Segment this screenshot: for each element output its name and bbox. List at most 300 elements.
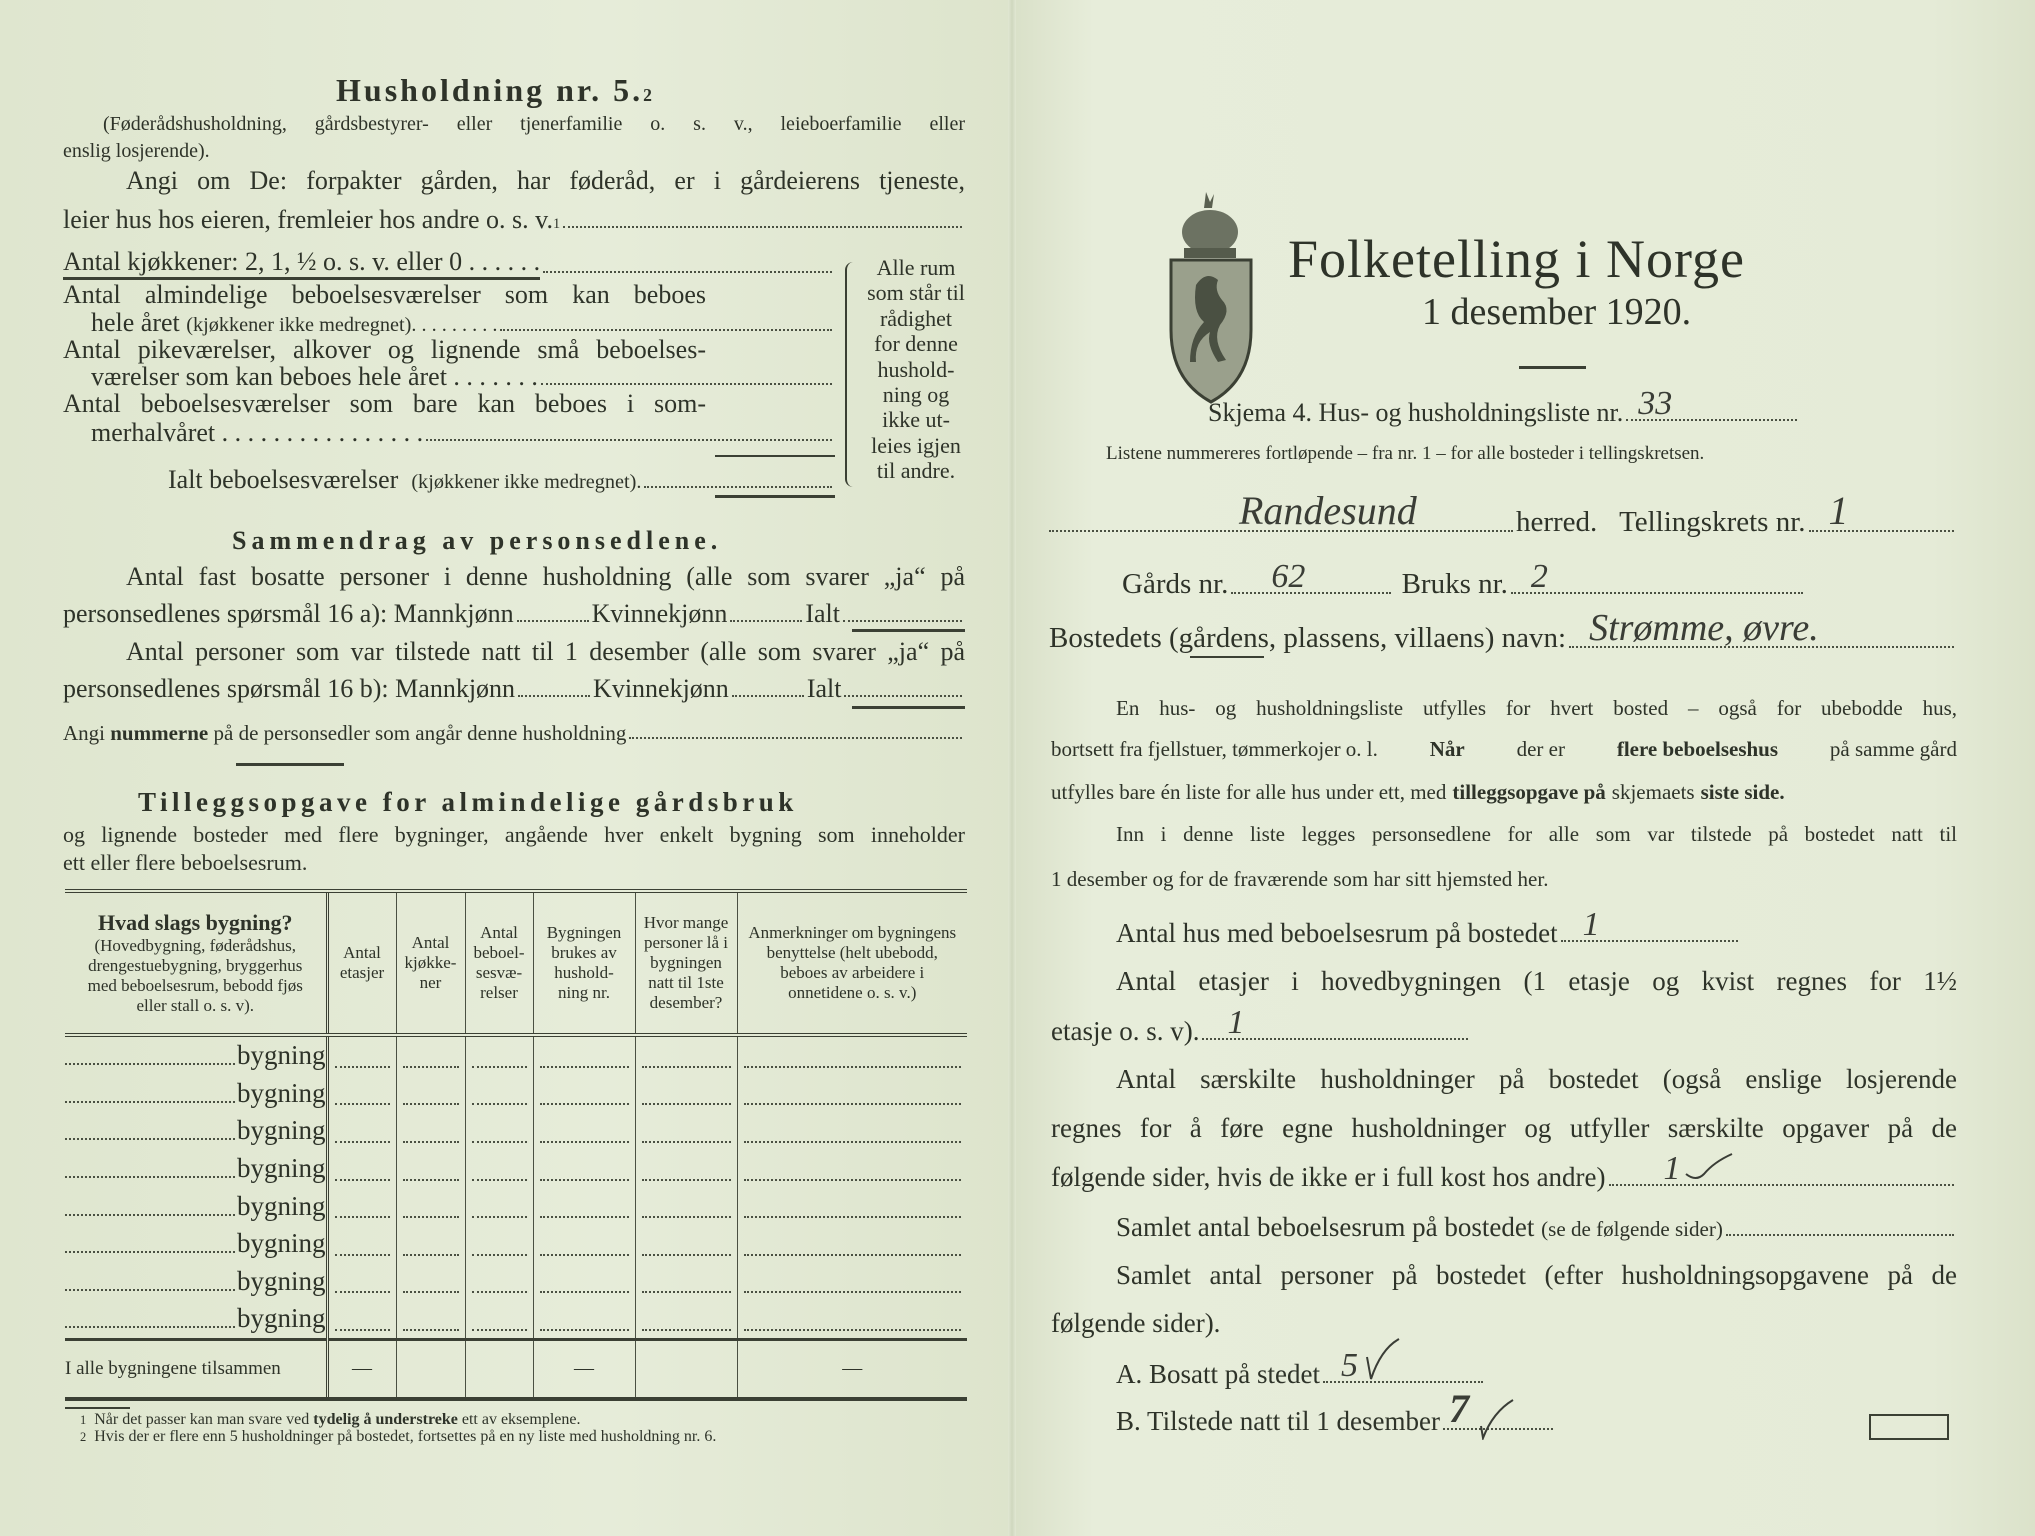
numbers-field[interactable] xyxy=(629,737,962,739)
rooms-cell[interactable] xyxy=(465,1075,533,1113)
table-row xyxy=(65,1187,967,1225)
rooms-blank[interactable] xyxy=(472,1216,527,1218)
kitchens-blank[interactable] xyxy=(403,1291,459,1293)
remarks-blank[interactable] xyxy=(744,1066,962,1068)
check-mark-icon xyxy=(1475,1396,1519,1440)
section-divider xyxy=(236,763,344,766)
brace-note-line: Alle rum xyxy=(876,255,956,280)
instr-bold: Når xyxy=(1429,737,1465,761)
ordinary-rooms-line-2: hele året xyxy=(91,308,180,337)
rooms-cell[interactable] xyxy=(465,1187,533,1225)
kitchens-blank[interactable] xyxy=(403,1216,459,1218)
ordinary-rooms-field[interactable] xyxy=(500,329,832,331)
persons-cell[interactable] xyxy=(635,1187,737,1225)
summary-a-rule xyxy=(852,629,965,632)
col-building-type-sub: (Hovedbygning, føderådshus, drengestuebygning, bryggerhus med beboelsesrum, bebodd fjøs eller stall o. s. v). xyxy=(87,936,303,1015)
footnote-1 xyxy=(80,1411,580,1429)
instr-text: bortsett fra fjellstuer, tømmerkojer o. l. xyxy=(1051,737,1378,761)
total-rooms-row xyxy=(168,465,835,495)
floors-cell[interactable] xyxy=(327,1225,396,1263)
kitchens-blank[interactable] xyxy=(403,1103,459,1105)
numbers-label: på de personsedler som angår denne husholdning xyxy=(213,721,627,745)
summary-a-male-field[interactable] xyxy=(517,620,589,622)
footnote-ref: 2 xyxy=(643,85,655,105)
rooms-field[interactable] xyxy=(1726,1234,1954,1236)
present-label: B. Tilstede natt til 1 desember xyxy=(1116,1406,1440,1436)
supplement-line-1: og lignende bosteder med flere bygninger, angående hver enkelt bygning som inneholder xyxy=(63,822,965,847)
schema-label: Skjema 4. Hus- og husholdningsliste nr. xyxy=(1208,398,1624,427)
rooms-cell[interactable] xyxy=(465,1300,533,1339)
building-type-blank[interactable] xyxy=(65,1251,235,1253)
remarks-blank[interactable] xyxy=(744,1216,962,1218)
building-type-cell[interactable] xyxy=(65,1225,327,1263)
kitchens-row xyxy=(63,247,835,280)
numbers-bold: nummerne xyxy=(110,721,209,745)
summary-a-label: personsedlenes spørsmål 16 a): Mannkjønn xyxy=(63,599,514,628)
col-floors: Antal etasjer xyxy=(327,891,396,1035)
instr-text: der er xyxy=(1516,737,1565,761)
total-rooms xyxy=(465,1339,533,1399)
remarks-blank[interactable] xyxy=(744,1329,962,1331)
summary-b-total-field[interactable] xyxy=(844,695,962,697)
list-number-field[interactable] xyxy=(1626,385,1797,422)
rooms-blank[interactable] xyxy=(472,1066,527,1068)
floors-value: 1 xyxy=(1227,1004,1245,1041)
bruks-value: 2 xyxy=(1530,558,1548,595)
household-nr-cell[interactable] xyxy=(533,1035,635,1075)
title-divider xyxy=(1519,366,1586,369)
floors-blank[interactable] xyxy=(335,1103,390,1105)
total-remarks: — xyxy=(737,1339,967,1399)
brace xyxy=(845,262,857,487)
kitchens-blank[interactable] xyxy=(403,1254,459,1256)
floors-blank[interactable] xyxy=(335,1254,390,1256)
building-type-cell[interactable] xyxy=(65,1035,327,1075)
instr-text: utfylles bare én liste for alle hus under ett, med xyxy=(1051,780,1447,804)
footnote-ref: 1 xyxy=(552,216,561,232)
persons-cell[interactable] xyxy=(635,1225,737,1263)
persons-blank[interactable] xyxy=(642,1329,731,1331)
building-type-blank[interactable] xyxy=(65,1063,235,1065)
rooms-label: Samlet antal beboelsesrum på bostedet xyxy=(1116,1212,1535,1242)
floors-row xyxy=(1051,1004,1471,1047)
persons-blank[interactable] xyxy=(642,1066,731,1068)
rooms-note: (se de følgende sider) xyxy=(1541,1217,1723,1241)
rooms-cell[interactable] xyxy=(465,1225,533,1263)
kitchens-cell[interactable] xyxy=(396,1112,465,1150)
persons-blank[interactable] xyxy=(642,1254,731,1256)
floors-cell[interactable] xyxy=(327,1263,396,1301)
footnote-number: 1 xyxy=(80,1413,87,1427)
building-row-label: bygning xyxy=(236,1077,326,1108)
small-rooms-field[interactable] xyxy=(541,383,832,385)
building-type-field[interactable] xyxy=(65,1040,326,1071)
persons-line-2: følgende sider). xyxy=(1051,1308,1221,1338)
houses-row xyxy=(1116,906,1741,949)
brace-note-line: leies igjen xyxy=(871,432,961,458)
remarks-blank[interactable] xyxy=(744,1179,962,1181)
building-type-blank[interactable] xyxy=(65,1214,235,1216)
households-line-2: regnes for å føre egne husholdninger og utfyller særskilte opgaver på de xyxy=(1051,1113,1957,1143)
building-type-field[interactable] xyxy=(65,1115,326,1146)
brace-note-line: rådighet xyxy=(879,305,953,331)
resident-row xyxy=(1116,1347,1486,1390)
brace-note-line: ning og xyxy=(882,382,950,408)
table-row xyxy=(65,1300,967,1339)
remarks-blank[interactable] xyxy=(744,1254,962,1256)
remarks-cell[interactable] xyxy=(737,1225,967,1263)
angi-line-2 xyxy=(63,205,965,235)
household-nr-blank[interactable] xyxy=(540,1216,629,1218)
schema-row xyxy=(1208,385,1800,428)
krets-value: 1 xyxy=(1828,488,1849,533)
instr-text: på samme gård xyxy=(1829,737,1957,761)
brace-note-line: til andre. xyxy=(876,458,956,484)
table-total-row xyxy=(65,1339,967,1399)
persons-cell[interactable] xyxy=(635,1300,737,1339)
bruks-field[interactable] xyxy=(1511,558,1803,595)
herred-field[interactable] xyxy=(1049,488,1513,533)
rooms-blank[interactable] xyxy=(472,1103,527,1105)
numbering-note: Listene nummereres fortløpende – fra nr. 1 – for alle bosteder i tellingskretsen. xyxy=(1106,443,1705,464)
supplement-line-2: ett eller flere beboelsesrum. xyxy=(63,850,308,875)
kitchens-blank[interactable] xyxy=(403,1141,459,1143)
building-type-cell[interactable] xyxy=(65,1150,327,1188)
instr-bold: tilleggsopgave på xyxy=(1452,780,1606,804)
persons-cell[interactable] xyxy=(635,1075,737,1113)
check-mark-icon xyxy=(1363,1337,1403,1381)
building-type-blank[interactable] xyxy=(65,1176,235,1178)
building-type-cell[interactable] xyxy=(65,1112,327,1150)
building-type-field[interactable] xyxy=(65,1228,326,1259)
remarks-blank[interactable] xyxy=(744,1141,962,1143)
footnote-text: Hvis der er flere enn 5 husholdninger på bostedet, fortsettes på en ny liste med husholdning nr. 6. xyxy=(94,1428,717,1445)
persons-blank[interactable] xyxy=(642,1141,731,1143)
household-nr-blank[interactable] xyxy=(540,1141,629,1143)
krets-field[interactable] xyxy=(1809,488,1954,533)
persons-cell[interactable] xyxy=(635,1263,737,1301)
gards-label: Gårds nr. xyxy=(1122,568,1229,600)
norway-coat-of-arms-icon xyxy=(1166,190,1256,405)
kitchens-cell[interactable] xyxy=(396,1075,465,1113)
brace-note-line: ikke ut- xyxy=(882,407,950,433)
instr-bold: siste side. xyxy=(1700,780,1785,804)
kitchens-cell[interactable] xyxy=(396,1150,465,1188)
household-nr-cell[interactable] xyxy=(533,1225,635,1263)
houses-value: 1 xyxy=(1582,906,1600,943)
building-row-label: bygning xyxy=(236,1153,326,1184)
instr-bold: flere beboelseshus xyxy=(1616,737,1779,761)
floors-field[interactable] xyxy=(1202,1004,1468,1041)
household-nr-blank[interactable] xyxy=(540,1291,629,1293)
table-row xyxy=(65,1112,967,1150)
printer-stamp xyxy=(1869,1414,1949,1440)
footnote-text: Når det passer kan man svare ved xyxy=(94,1411,310,1428)
household-title xyxy=(336,72,655,109)
building-type-cell[interactable] xyxy=(65,1187,327,1225)
persons-cell[interactable] xyxy=(635,1035,737,1075)
floors-label: etasje o. s. v). xyxy=(1051,1016,1200,1046)
summary-a-line-1: Antal fast bosatte personer i denne husholdning (alle som svarer „ja“ på xyxy=(126,562,965,591)
present-value: 7 xyxy=(1449,1386,1469,1431)
household-nr-cell[interactable] xyxy=(533,1263,635,1301)
remarks-cell[interactable] xyxy=(737,1300,967,1339)
persons-cell[interactable] xyxy=(635,1112,737,1150)
household-nr-cell[interactable] xyxy=(533,1112,635,1150)
instructions-p2-line-1: Inn i denne liste legges personsedlene for alle som var tilstede på bostedet natt til xyxy=(1116,822,1957,846)
building-row-label: bygning xyxy=(236,1228,326,1259)
col-persons: Hvor mange personer lå i bygningen natt til 1ste desember? xyxy=(635,891,737,1035)
household-nr-cell[interactable] xyxy=(533,1300,635,1339)
angi-answer-field[interactable] xyxy=(563,226,962,228)
rooms-cell[interactable] xyxy=(465,1150,533,1188)
remarks-blank[interactable] xyxy=(744,1103,962,1105)
summary-b-female-label: Kvinnekjønn xyxy=(593,674,729,703)
instr-text: skjemaets xyxy=(1611,780,1695,804)
col-rooms: Antal beboel-sesvæ-relser xyxy=(465,891,533,1035)
building-row-label: bygning xyxy=(236,1040,326,1071)
resident-field[interactable] xyxy=(1323,1347,1483,1384)
table-row xyxy=(65,1225,967,1263)
building-type-blank[interactable] xyxy=(65,1138,235,1140)
supplement-heading: Tilleggsopgave for almindelige gårdsbruk xyxy=(138,787,798,817)
table-row xyxy=(65,1150,967,1188)
table-row xyxy=(65,1263,967,1301)
floors-cell[interactable] xyxy=(327,1150,396,1188)
summer-rooms-line-2: merhalvåret . . . . . . . . . . . . . . . . xyxy=(91,418,424,447)
kitchens-blank[interactable] xyxy=(403,1329,459,1331)
household-nr-cell[interactable] xyxy=(533,1075,635,1113)
herred-label: herred. xyxy=(1516,506,1598,538)
total-rooms-label: Ialt beboelsesværelser xyxy=(168,465,399,494)
total-floors: — xyxy=(327,1339,396,1399)
household-title-text: Husholdning nr. 5. xyxy=(336,72,644,108)
summary-a-female-field[interactable] xyxy=(730,620,802,622)
kitchens-cell[interactable] xyxy=(396,1035,465,1075)
census-date: 1 desember 1920. xyxy=(1422,291,1692,333)
household-nr-blank[interactable] xyxy=(540,1329,629,1331)
bosted-label: Bostedets (gårdens, plassens, villaens) navn: xyxy=(1049,622,1567,654)
instructions-p1-line-3 xyxy=(1051,780,1941,805)
numbers-row xyxy=(63,721,965,746)
page-fold xyxy=(1008,0,1016,1536)
summary-a-total-label: Ialt xyxy=(805,599,841,628)
floors-blank[interactable] xyxy=(335,1141,390,1143)
remarks-cell[interactable] xyxy=(737,1035,967,1075)
col-household-nr: Bygningen brukes av hushold-ning nr. xyxy=(533,891,635,1035)
brace-note-line: hushold- xyxy=(877,356,955,382)
brace-note-line: som står til xyxy=(867,280,965,306)
footnote-2 xyxy=(80,1428,716,1446)
total-household-nr: — xyxy=(533,1339,635,1399)
summary-b-male-field[interactable] xyxy=(518,695,590,697)
summary-b-female-field[interactable] xyxy=(732,695,804,697)
building-type-field[interactable] xyxy=(65,1191,326,1222)
table-row xyxy=(65,1035,967,1075)
building-type-blank[interactable] xyxy=(65,1101,235,1103)
col-remarks: Anmerkninger om bygningens benyttelse (helt ubebodd, beboes av arbeidere i onnetidene o. s. v.) xyxy=(737,891,967,1035)
herred-row xyxy=(1049,488,1957,539)
rooms-blank[interactable] xyxy=(472,1141,527,1143)
angi-line-1: Angi om De: forpakter gården, har føderåd, er i gårdeierens tjeneste, xyxy=(126,166,965,195)
summer-rooms-row xyxy=(91,418,835,448)
bruks-label: Bruks nr. xyxy=(1401,568,1508,600)
total-rule xyxy=(715,495,835,498)
rooms-blank[interactable] xyxy=(472,1291,527,1293)
persons-blank[interactable] xyxy=(642,1179,731,1181)
footnote-text: ett av eksemplene. xyxy=(461,1411,581,1428)
table-header-row xyxy=(65,891,967,1035)
col-building-type xyxy=(65,891,327,1035)
summary-b-label: personsedlenes spørsmål 16 b): Mannkjønn xyxy=(63,674,516,703)
summary-b-total-label: Ialt xyxy=(806,674,842,703)
floors-cell[interactable] xyxy=(327,1300,396,1339)
remarks-cell[interactable] xyxy=(737,1075,967,1113)
floors-blank[interactable] xyxy=(335,1329,390,1331)
household-nr-cell[interactable] xyxy=(533,1187,635,1225)
footnote-rule xyxy=(65,1407,130,1409)
floors-blank[interactable] xyxy=(335,1066,390,1068)
rooms-blank[interactable] xyxy=(472,1179,527,1181)
persons-blank[interactable] xyxy=(642,1103,731,1105)
floors-cell[interactable] xyxy=(327,1035,396,1075)
households-label: følgende sider, hvis de ikke er i full kost hos andre) xyxy=(1051,1162,1606,1192)
building-type-cell[interactable] xyxy=(65,1263,327,1301)
col-building-type-title: Hvad slags bygning? xyxy=(98,910,293,935)
remarks-cell[interactable] xyxy=(737,1187,967,1225)
building-type-cell[interactable] xyxy=(65,1075,327,1113)
remarks-blank[interactable] xyxy=(744,1291,962,1293)
small-rooms-line-2: værelser som kan beboes hele året . . . . . . . xyxy=(91,362,538,391)
kitchens-cell[interactable] xyxy=(396,1300,465,1339)
floors-blank[interactable] xyxy=(335,1179,390,1181)
rooms-cell[interactable] xyxy=(465,1263,533,1301)
resident-value: 5 xyxy=(1340,1347,1358,1384)
households-row xyxy=(1051,1150,1957,1193)
households-value: 1 xyxy=(1663,1150,1681,1187)
underline-mark xyxy=(1190,656,1264,658)
rooms-blank[interactable] xyxy=(472,1254,527,1256)
household-nr-blank[interactable] xyxy=(540,1066,629,1068)
summary-b-rule xyxy=(852,706,965,709)
kitchens-label: Antal kjøkkener: 2, 1, ½ o. s. v. eller 0 . . . . . . xyxy=(63,247,540,280)
instructions-p2-line-2: 1 desember og for de fraværende som har sitt hjemsted her. xyxy=(1051,867,1549,891)
building-row-label: bygning xyxy=(236,1190,326,1221)
building-type-blank[interactable] xyxy=(65,1326,235,1328)
persons-blank[interactable] xyxy=(642,1291,731,1293)
building-row-label: bygning xyxy=(236,1303,326,1334)
floors-cell[interactable] xyxy=(327,1112,396,1150)
remarks-cell[interactable] xyxy=(737,1263,967,1301)
kitchens-cell[interactable] xyxy=(396,1263,465,1301)
kitchens-blank[interactable] xyxy=(403,1066,459,1068)
total-kitchens xyxy=(396,1339,465,1399)
table-row xyxy=(65,1075,967,1113)
small-rooms-row xyxy=(91,362,835,392)
farm-row xyxy=(1122,558,1806,601)
census-title: Folketelling i Norge xyxy=(1288,229,1745,289)
footnote-number: 2 xyxy=(80,1430,87,1444)
angi-line-2-text: leier hus hos eieren, fremleier hos andre o. s. v. xyxy=(63,205,553,234)
floors-blank[interactable] xyxy=(335,1216,390,1218)
building-type-cell[interactable] xyxy=(65,1300,327,1339)
kitchens-field[interactable] xyxy=(543,271,832,273)
household-nr-blank[interactable] xyxy=(540,1254,629,1256)
summary-a-female-label: Kvinnekjønn xyxy=(591,599,728,628)
household-nr-blank[interactable] xyxy=(540,1179,629,1181)
total-rooms-field[interactable] xyxy=(644,486,832,488)
building-type-field[interactable] xyxy=(65,1153,326,1184)
rooms-blank[interactable] xyxy=(472,1329,527,1331)
building-type-field[interactable] xyxy=(65,1078,326,1109)
summary-b-row xyxy=(63,674,965,704)
rooms-row xyxy=(1116,1212,1957,1243)
households-field[interactable] xyxy=(1609,1150,1954,1187)
herred-value: Randesund xyxy=(1239,488,1417,533)
floors-cell[interactable] xyxy=(327,1075,396,1113)
houses-field[interactable] xyxy=(1561,906,1738,943)
building-type-field[interactable] xyxy=(65,1266,326,1297)
floors-line-1: Antal etasjer i hovedbygningen (1 etasje og kvist regnes for 1½ xyxy=(1116,966,1957,996)
kitchens-cell[interactable] xyxy=(396,1187,465,1225)
intro-line-2: enslig losjerende). xyxy=(63,140,210,162)
sum-rule xyxy=(715,455,835,457)
intro-line-1: (Føderådshusholdning, gårdsbestyrer- eller tjenerfamilie o. s. v., leieboerfamilie eller xyxy=(103,113,965,135)
ordinary-rooms-note: (kjøkkener ikke medregnet). . . . . . . . . xyxy=(186,314,498,336)
brace-note xyxy=(860,255,972,484)
summary-heading: Sammendrag av personsedlene. xyxy=(232,526,723,555)
floors-cell[interactable] xyxy=(327,1187,396,1225)
present-field[interactable] xyxy=(1443,1386,1553,1431)
bosted-field[interactable] xyxy=(1569,607,1954,649)
numbers-prefix: Angi xyxy=(63,721,105,745)
persons-cell[interactable] xyxy=(635,1150,737,1188)
rooms-cell[interactable] xyxy=(465,1112,533,1150)
building-type-blank[interactable] xyxy=(65,1289,235,1291)
footnote-bold: tydelig å understreke xyxy=(313,1411,458,1428)
col-kitchens: Antal kjøkke-ner xyxy=(396,891,465,1035)
instructions-p1-line-2 xyxy=(1051,737,1957,762)
krets-label: Tellingskrets nr. xyxy=(1619,506,1806,538)
small-rooms-line-1: Antal pikeværelser, alkover og lignende små beboelses- xyxy=(63,335,706,364)
gards-value: 62 xyxy=(1271,558,1306,595)
household-nr-blank[interactable] xyxy=(540,1103,629,1105)
building-type-field[interactable] xyxy=(65,1303,326,1334)
kitchens-cell[interactable] xyxy=(396,1225,465,1263)
building-row-label: bygning xyxy=(236,1115,326,1146)
bosted-row xyxy=(1049,607,1957,655)
persons-blank[interactable] xyxy=(642,1216,731,1218)
rooms-cell[interactable] xyxy=(465,1035,533,1075)
brace-note-line: for denne xyxy=(874,331,958,357)
gards-field[interactable] xyxy=(1231,558,1391,595)
total-label: I alle bygningene tilsammen xyxy=(65,1357,281,1379)
summary-a-total-field[interactable] xyxy=(843,620,962,622)
summer-rooms-field[interactable] xyxy=(426,439,832,441)
check-mark-icon xyxy=(1684,1152,1734,1182)
remarks-cell[interactable] xyxy=(737,1150,967,1188)
total-persons xyxy=(635,1339,737,1399)
buildings-table xyxy=(65,889,967,1401)
summary-b-line-1: Antal personer som var tilstede natt til 1 desember (alle som svarer „ja“ på xyxy=(126,637,965,666)
floors-blank[interactable] xyxy=(335,1291,390,1293)
kitchens-blank[interactable] xyxy=(403,1179,459,1181)
household-nr-cell[interactable] xyxy=(533,1150,635,1188)
present-row xyxy=(1116,1386,1556,1437)
remarks-cell[interactable] xyxy=(737,1112,967,1150)
households-line-1: Antal særskilte husholdninger på bostedet (også enslige losjerende xyxy=(1116,1064,1957,1094)
summer-rooms-line-1: Antal beboelsesværelser som bare kan beboes i som- xyxy=(63,389,706,418)
